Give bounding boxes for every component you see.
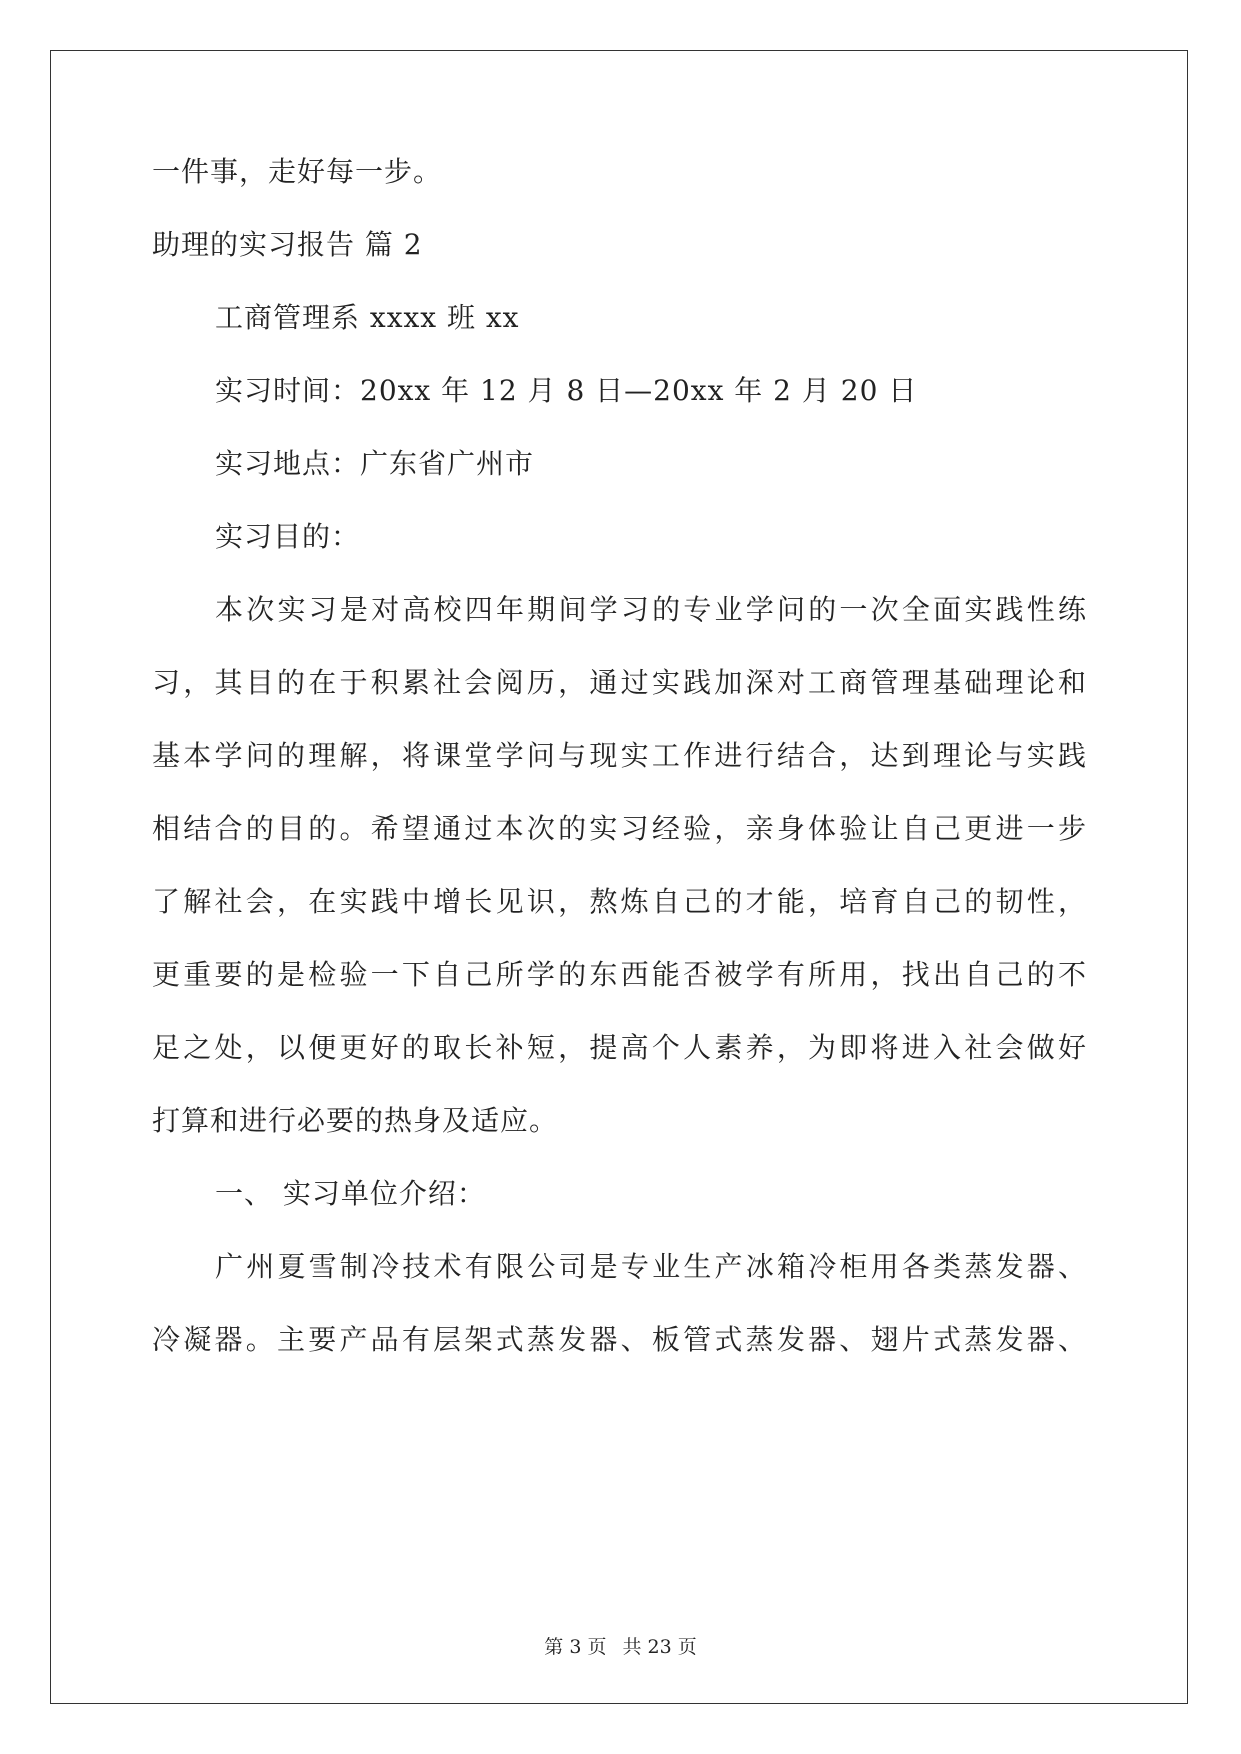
text-line: 实习目的： (215, 520, 361, 553)
page-footer (0, 1632, 1241, 1659)
text-line: 本次实习是对高校四年期间学习的专业学问的一次全面实践性练 (215, 593, 1087, 626)
text-line: 实习时间：20xx 年 12 月 8 日—20xx 年 2 月 20 日 (215, 374, 918, 407)
text-line: 工商管理系 xxxx 班 xx (215, 301, 520, 334)
text-line: 广州夏雪制冷技术有限公司是专业生产冰箱冷柜用各类蒸发器、 (215, 1250, 1087, 1283)
text-line: 打算和进行必要的热身及适应。 (152, 1104, 559, 1137)
text-line: 实习地点：广东省广州市 (215, 447, 535, 480)
text-line: 一件事，走好每一步。 (152, 155, 443, 188)
text-line: 相结合的目的。希望通过本次的实习经验，亲身体验让自己更进一步 (152, 812, 1087, 845)
page-total: 共 23 页 (622, 1636, 697, 1658)
page-number: 第 3 页 (544, 1636, 607, 1658)
section-heading: 助理的实习报告 篇 2 (152, 228, 423, 261)
text-line: 基本学问的理解，将课堂学问与现实工作进行结合，达到理论与实践 (152, 739, 1087, 772)
text-line: 更重要的是检验一下自己所学的东西能否被学有所用，找出自己的不 (152, 958, 1087, 991)
text-line: 了解社会，在实践中增长见识，熬炼自己的才能，培育自己的韧性， (152, 885, 1087, 918)
text-line: 冷凝器。主要产品有层架式蒸发器、板管式蒸发器、翅片式蒸发器、 (152, 1323, 1087, 1356)
text-line: 习，其目的在于积累社会阅历，通过实践加深对工商管理基础理论和 (152, 666, 1087, 699)
text-line: 足之处，以便更好的取长补短，提高个人素养，为即将进入社会做好 (152, 1031, 1087, 1064)
subsection-heading: 一、 实习单位介绍： (215, 1177, 486, 1210)
